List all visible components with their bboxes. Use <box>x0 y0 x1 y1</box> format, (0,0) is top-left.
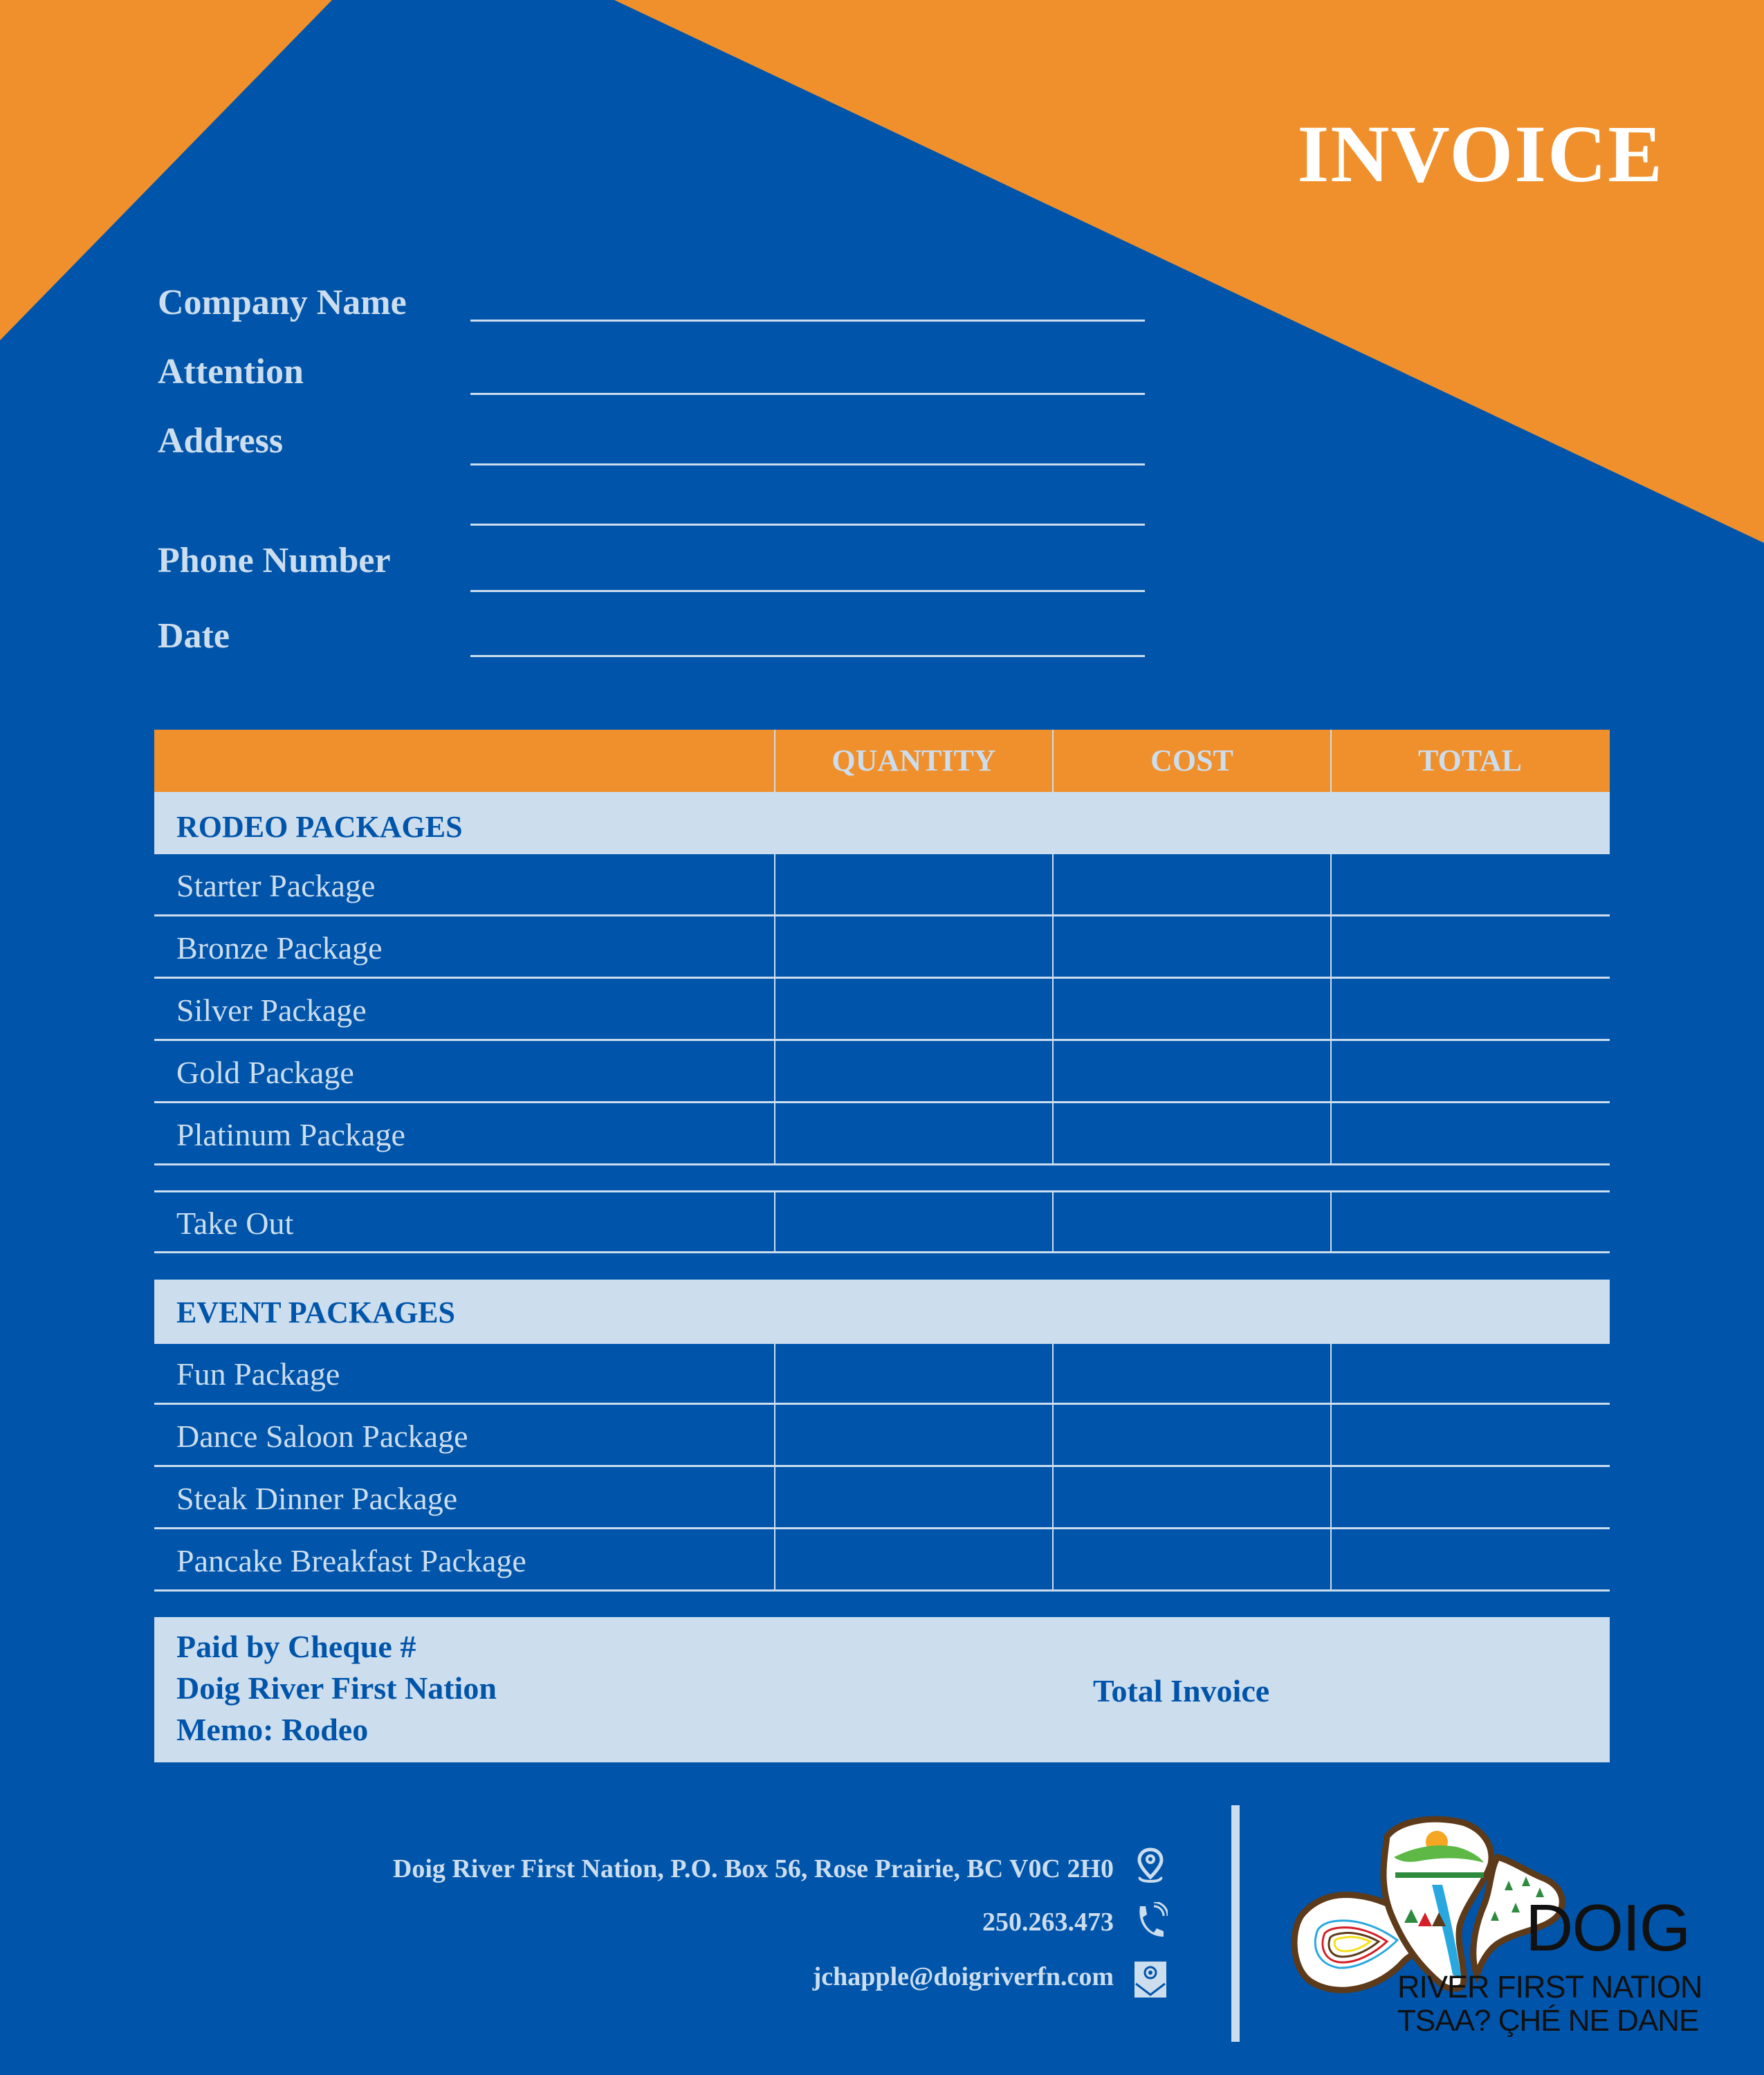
table-header <box>154 730 1610 792</box>
total-cell[interactable] <box>1330 1103 1608 1163</box>
footer-address: Doig River First Nation, P.O. Box 56, Rose Prairie, BC V0C 2H0 <box>392 1854 1114 1883</box>
address-field-line-1[interactable] <box>470 463 1145 465</box>
item-name: Bronze Package <box>176 930 383 966</box>
section-title: RODEO PACKAGES <box>176 810 463 844</box>
payee-line: Doig River First Nation <box>176 1670 497 1706</box>
attention-field[interactable] <box>470 393 1145 395</box>
address-label: Address <box>158 421 284 461</box>
total-invoice-value[interactable] <box>1330 1672 1593 1714</box>
quantity-cell[interactable] <box>774 1529 1052 1589</box>
table-row <box>154 1103 1610 1165</box>
item-name: Take Out <box>176 1206 294 1241</box>
location-pin-icon <box>1133 1847 1168 1885</box>
footer-email[interactable]: jchapple@doigriverfn.com <box>812 1962 1114 1991</box>
quantity-cell[interactable] <box>774 916 1052 977</box>
table-row <box>154 979 1610 1041</box>
section-header-event <box>154 1280 1610 1342</box>
attention-label: Attention <box>158 352 304 391</box>
total-invoice-label: Total Invoice <box>1093 1673 1270 1708</box>
total-cell[interactable] <box>1330 916 1608 977</box>
quantity-cell[interactable] <box>774 979 1052 1039</box>
total-cell[interactable] <box>1330 1343 1608 1403</box>
item-name: Starter Package <box>176 868 376 903</box>
quantity-cell[interactable] <box>774 1405 1052 1465</box>
quantity-cell[interactable] <box>774 854 1052 914</box>
company-name-label: Company Name <box>158 283 407 322</box>
table-row <box>154 1405 1610 1467</box>
section-header-rodeo <box>154 792 1610 854</box>
header-divider <box>774 730 775 792</box>
total-cell[interactable] <box>1330 854 1608 914</box>
quantity-cell[interactable] <box>774 1103 1052 1163</box>
column-header-total: TOTAL <box>1418 744 1522 777</box>
cost-cell[interactable] <box>1052 1041 1330 1101</box>
cost-cell[interactable] <box>1052 1529 1330 1589</box>
quantity-cell[interactable] <box>774 1343 1052 1403</box>
footer-divider <box>1231 1805 1240 2042</box>
cost-cell[interactable] <box>1052 1192 1330 1251</box>
total-cell[interactable] <box>1330 1192 1608 1251</box>
memo-line: Memo: Rodeo <box>176 1712 369 1747</box>
item-name: Platinum Package <box>176 1117 405 1152</box>
section-title: EVENT PACKAGES <box>176 1295 456 1329</box>
header-divider <box>1052 730 1054 792</box>
phone-icon <box>1133 1902 1168 1941</box>
doig-river-logo <box>1283 1809 1702 2044</box>
item-name: Gold Package <box>176 1055 354 1090</box>
phone-number-field[interactable] <box>470 590 1145 592</box>
item-name: Fun Package <box>176 1356 340 1392</box>
cost-cell[interactable] <box>1052 1467 1330 1527</box>
table-row <box>154 1343 1610 1405</box>
item-name: Pancake Breakfast Package <box>176 1543 526 1578</box>
date-label: Date <box>158 616 230 656</box>
table-row <box>154 1192 1610 1253</box>
cost-cell[interactable] <box>1052 916 1330 977</box>
company-name-field[interactable] <box>470 320 1145 322</box>
total-cell[interactable] <box>1330 1529 1608 1589</box>
cost-cell[interactable] <box>1052 979 1330 1039</box>
address-field-line-2[interactable] <box>470 524 1145 526</box>
quantity-cell[interactable] <box>774 1192 1052 1251</box>
table-row <box>154 1529 1610 1592</box>
logo-wordmark-tsaa-che-ne-dane: TSAA? ÇHÉ NE DANE <box>1397 2004 1699 2038</box>
invoice-title: INVOICE <box>1297 109 1664 199</box>
paid-by-cheque-line: Paid by Cheque # <box>176 1629 416 1664</box>
payment-summary <box>154 1617 1610 1762</box>
table-row <box>154 1041 1610 1103</box>
total-cell[interactable] <box>1330 1467 1608 1527</box>
table-row <box>154 1467 1610 1529</box>
cost-cell[interactable] <box>1052 1103 1330 1163</box>
date-field[interactable] <box>470 655 1145 657</box>
total-cell[interactable] <box>1330 979 1608 1039</box>
cost-cell[interactable] <box>1052 1405 1330 1465</box>
phone-number-label: Phone Number <box>158 541 391 580</box>
item-name: Dance Saloon Package <box>176 1419 468 1454</box>
cost-cell[interactable] <box>1052 1343 1330 1403</box>
total-cell[interactable] <box>1330 1041 1608 1101</box>
item-name: Silver Package <box>176 993 367 1028</box>
logo-wordmark-doig: DOIG <box>1525 1891 1690 1965</box>
logo-wordmark-river-first-nation: RIVER FIRST NATION <box>1397 1969 1702 2004</box>
total-cell[interactable] <box>1330 1405 1608 1465</box>
item-name: Steak Dinner Package <box>176 1481 458 1516</box>
top-right-orange-triangle <box>614 0 1764 543</box>
column-header-cost: COST <box>1150 744 1233 777</box>
cost-cell[interactable] <box>1052 854 1330 914</box>
quantity-cell[interactable] <box>774 1467 1052 1527</box>
table-row <box>154 854 1610 916</box>
table-row <box>154 916 1610 979</box>
footer-phone: 250.263.473 <box>982 1908 1114 1937</box>
email-icon <box>1133 1960 1168 1999</box>
column-header-quantity: QUANTITY <box>832 744 996 777</box>
quantity-cell[interactable] <box>774 1041 1052 1101</box>
header-divider <box>1330 730 1332 792</box>
